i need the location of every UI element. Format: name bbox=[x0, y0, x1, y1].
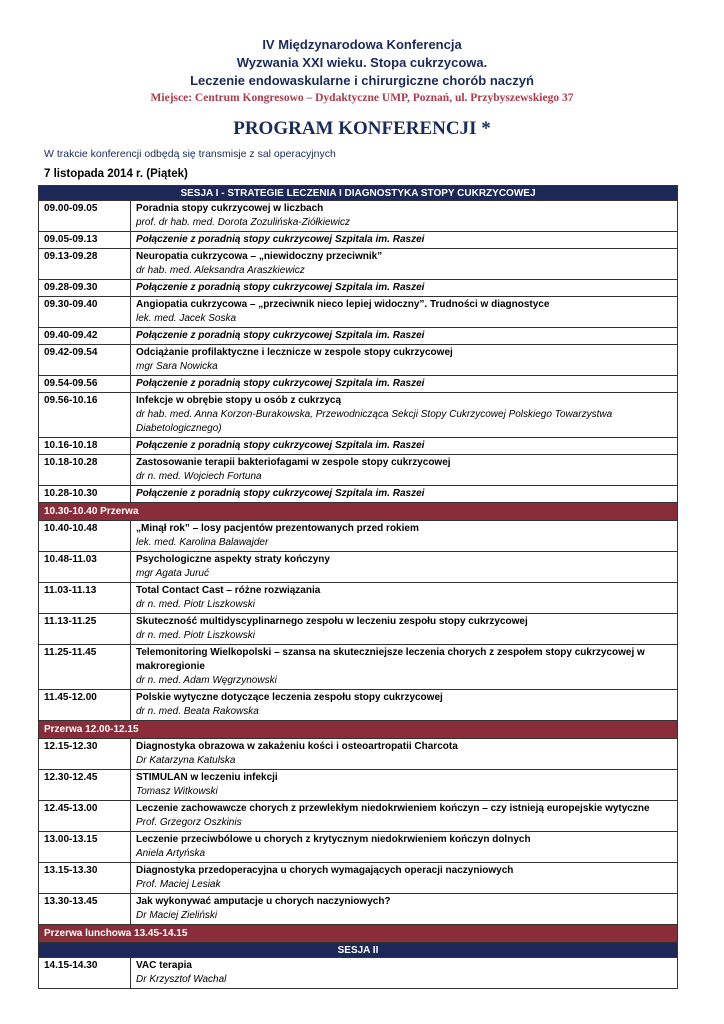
live-link-row bbox=[39, 328, 678, 345]
talk-title: Neuropatia cukrzycowa – „niewidoczny przeciwnik” bbox=[136, 251, 383, 262]
conference-header bbox=[0, 36, 724, 106]
session-label: SESJA II bbox=[39, 943, 678, 958]
time-cell: 10.18-10.28 bbox=[39, 455, 131, 486]
content-cell bbox=[131, 801, 678, 832]
time-cell: 09.40-09.42 bbox=[39, 328, 131, 345]
talk-title: Odciążanie profilaktyczne i lecznicze w zespole stopy cukrzycowej bbox=[136, 347, 453, 358]
content-cell bbox=[131, 201, 678, 232]
session-header-row bbox=[39, 186, 678, 201]
talk-title: Diagnostyka przedoperacyjna u chorych wymagających operacji naczyniowych bbox=[136, 865, 514, 876]
talk-row bbox=[39, 201, 678, 232]
talk-title: VAC terapia bbox=[136, 960, 192, 971]
time-cell: 12.30-12.45 bbox=[39, 770, 131, 801]
speaker-name: dr n. med. Piotr Liszkowski bbox=[136, 630, 255, 641]
time-cell: 14.15-14.30 bbox=[39, 958, 131, 989]
talk-row bbox=[39, 958, 678, 989]
talk-row bbox=[39, 645, 678, 690]
talk-row bbox=[39, 583, 678, 614]
break-label: 10.30-10.40 Przerwa bbox=[39, 503, 678, 521]
live-link-row bbox=[39, 376, 678, 393]
live-link-row bbox=[39, 486, 678, 503]
speaker-name: Dr Krzysztof Wachal bbox=[136, 974, 227, 985]
live-link-row bbox=[39, 438, 678, 455]
speaker-name: Dr Maciej Zieliński bbox=[136, 910, 218, 921]
time-cell: 09.56-10.16 bbox=[39, 393, 131, 438]
talk-row bbox=[39, 770, 678, 801]
speaker-name: dr n. med. Piotr Liszkowski bbox=[136, 599, 255, 610]
content-cell bbox=[131, 863, 678, 894]
speaker-name: Aniela Artyńska bbox=[136, 848, 206, 859]
talk-row bbox=[39, 832, 678, 863]
content-cell bbox=[131, 280, 678, 297]
speaker-name: mgr Agata Juruć bbox=[136, 568, 209, 579]
time-cell: 09.13-09.28 bbox=[39, 249, 131, 280]
transmission-note: W trakcie konferencji odbędą się transmisje z sal operacyjnych bbox=[44, 148, 336, 160]
content-cell bbox=[131, 645, 678, 690]
content-cell bbox=[131, 690, 678, 721]
live-link-title: Połączenie z poradnią stopy cukrzycowej Szpitala im. Raszei bbox=[136, 488, 425, 499]
content-cell bbox=[131, 770, 678, 801]
time-cell: 10.40-10.48 bbox=[39, 521, 131, 552]
talk-row bbox=[39, 801, 678, 832]
speaker-name: prof. dr hab. med. Dorota Zozulińska-Ziółkiewicz bbox=[136, 217, 350, 228]
time-cell: 13.00-13.15 bbox=[39, 832, 131, 863]
time-cell: 10.28-10.30 bbox=[39, 486, 131, 503]
session-header-row bbox=[39, 943, 678, 958]
content-cell bbox=[131, 438, 678, 455]
time-cell: 09.42-09.54 bbox=[39, 345, 131, 376]
talk-row bbox=[39, 614, 678, 645]
conference-venue: Miejsce: Centrum Kongresowo – Dydaktyczne UMP, Poznań, ul. Przybyszewskiego 37 bbox=[150, 92, 574, 104]
speaker-name: dr hab. med. Aleksandra Araszkiewicz bbox=[136, 265, 305, 276]
talk-title: STIMULAN w leczeniu infekcji bbox=[136, 772, 278, 783]
break-label: Przerwa lunchowa 13.45-14.15 bbox=[39, 925, 678, 943]
speaker-name: Prof. Grzegorz Oszkinis bbox=[136, 817, 242, 828]
talk-row bbox=[39, 393, 678, 438]
content-cell bbox=[131, 583, 678, 614]
live-link-row bbox=[39, 232, 678, 249]
time-cell: 13.30-13.45 bbox=[39, 894, 131, 925]
talk-title: Psychologiczne aspekty straty kończyny bbox=[136, 554, 330, 565]
content-cell bbox=[131, 832, 678, 863]
talk-title: Telemonitoring Wielkopolski – szansa na skuteczniejsze leczenia chorych z zespołem stopy cukrzycowej w makroregionie bbox=[136, 647, 645, 672]
time-cell: 13.15-13.30 bbox=[39, 863, 131, 894]
content-cell bbox=[131, 455, 678, 486]
content-cell bbox=[131, 739, 678, 770]
conference-title-line-3: Leczenie endowaskularne i chirurgiczne chorób naczyń bbox=[190, 73, 534, 88]
content-cell bbox=[131, 894, 678, 925]
program-table bbox=[38, 185, 678, 989]
time-cell: 11.45-12.00 bbox=[39, 690, 131, 721]
talk-row bbox=[39, 345, 678, 376]
time-cell: 11.13-11.25 bbox=[39, 614, 131, 645]
day-heading: 7 listopada 2014 r. (Piątek) bbox=[44, 168, 188, 180]
talk-title: Leczenie przeciwbólowe u chorych z krytycznym niedokrwieniem kończyn dolnych bbox=[136, 834, 531, 845]
content-cell bbox=[131, 328, 678, 345]
live-link-title: Połączenie z poradnią stopy cukrzycowej Szpitala im. Raszei bbox=[136, 440, 425, 451]
time-cell: 09.54-09.56 bbox=[39, 376, 131, 393]
speaker-name: dr hab. med. Anna Korzon-Burakowska, Przewodnicząca Sekcji Stopy Cukrzycowej Polskiego Towarzystwa Diabetologicznego) bbox=[136, 409, 613, 434]
content-cell bbox=[131, 249, 678, 280]
break-label: Przerwa 12.00-12.15 bbox=[39, 721, 678, 739]
content-cell bbox=[131, 552, 678, 583]
talk-title: Jak wykonywać amputacje u chorych naczyniowych? bbox=[136, 896, 391, 907]
content-cell bbox=[131, 958, 678, 989]
live-link-title: Połączenie z poradnią stopy cukrzycowej Szpitala im. Raszei bbox=[136, 330, 425, 341]
time-cell: 09.00-09.05 bbox=[39, 201, 131, 232]
talk-row bbox=[39, 521, 678, 552]
content-cell bbox=[131, 614, 678, 645]
talk-row bbox=[39, 739, 678, 770]
content-cell bbox=[131, 376, 678, 393]
time-cell: 11.03-11.13 bbox=[39, 583, 131, 614]
program-table-body bbox=[39, 186, 678, 989]
talk-title: Poradnia stopy cukrzycowej w liczbach bbox=[136, 203, 324, 214]
conference-title-line-2: Wyzwania XXI wieku. Stopa cukrzycowa. bbox=[236, 55, 488, 70]
time-cell: 12.15-12.30 bbox=[39, 739, 131, 770]
speaker-name: dr n. med. Wojciech Fortuna bbox=[136, 471, 262, 482]
talk-row bbox=[39, 690, 678, 721]
speaker-name: dr n. med. Adam Węgrzynowski bbox=[136, 675, 277, 686]
session-label: SESJA I - STRATEGIE LECZENIA I DIAGNOSTYKA STOPY CUKRZYCOWEJ bbox=[39, 186, 678, 201]
content-cell bbox=[131, 486, 678, 503]
speaker-name: Dr Katarzyna Katulska bbox=[136, 755, 236, 766]
content-cell bbox=[131, 297, 678, 328]
speaker-name: mgr Sara Nowicka bbox=[136, 361, 218, 372]
time-cell: 09.30-09.40 bbox=[39, 297, 131, 328]
content-cell bbox=[131, 232, 678, 249]
program-title: PROGRAM KONFERENCJI * bbox=[233, 118, 491, 139]
talk-title: Angiopatia cukrzycowa – „przeciwnik nieco lepiej widoczny”. Trudności w diagnostyce bbox=[136, 299, 550, 310]
talk-title: Total Contact Cast – różne rozwiązania bbox=[136, 585, 321, 596]
content-cell bbox=[131, 521, 678, 552]
break-row bbox=[39, 721, 678, 739]
talk-row bbox=[39, 894, 678, 925]
live-link-title: Połączenie z poradnią stopy cukrzycowej Szpitala im. Raszei bbox=[136, 282, 425, 293]
talk-row bbox=[39, 455, 678, 486]
talk-title: „Minął rok” – losy pacjentów prezentowanych przed rokiem bbox=[136, 523, 419, 534]
time-cell: 12.45-13.00 bbox=[39, 801, 131, 832]
talk-title: Skuteczność multidyscyplinarnego zespołu w leczeniu zespołu stopy cukrzycowej bbox=[136, 616, 528, 627]
talk-row bbox=[39, 249, 678, 280]
talk-title: Zastosowanie terapii bakteriofagami w zespole stopy cukrzycowej bbox=[136, 457, 451, 468]
time-cell: 10.48-11.03 bbox=[39, 552, 131, 583]
live-link-row bbox=[39, 280, 678, 297]
break-row bbox=[39, 503, 678, 521]
time-cell: 11.25-11.45 bbox=[39, 645, 131, 690]
live-link-title: Połączenie z poradnią stopy cukrzycowej Szpitala im. Raszei bbox=[136, 234, 425, 245]
content-cell bbox=[131, 393, 678, 438]
speaker-name: dr n. med. Beata Rakowska bbox=[136, 706, 259, 717]
talk-title: Polskie wytyczne dotyczące leczenia zespołu stopy cukrzycowej bbox=[136, 692, 443, 703]
speaker-name: lek. med. Jacek Soska bbox=[136, 313, 237, 324]
live-link-title: Połączenie z poradnią stopy cukrzycowej Szpitala im. Raszei bbox=[136, 378, 425, 389]
speaker-name: Tomasz Witkowski bbox=[136, 786, 218, 797]
talk-row bbox=[39, 863, 678, 894]
talk-title: Diagnostyka obrazowa w zakażeniu kości i osteoartropatii Charcota bbox=[136, 741, 458, 752]
talk-row bbox=[39, 297, 678, 328]
speaker-name: lek. med. Karolina Balawajder bbox=[136, 537, 269, 548]
conference-title-line-1: IV Międzynarodowa Konferencja bbox=[262, 37, 462, 52]
time-cell: 10.16-10.18 bbox=[39, 438, 131, 455]
content-cell bbox=[131, 345, 678, 376]
talk-title: Infekcje w obrębie stopy u osób z cukrzycą bbox=[136, 395, 342, 406]
talk-row bbox=[39, 552, 678, 583]
time-cell: 09.05-09.13 bbox=[39, 232, 131, 249]
time-cell: 09.28-09.30 bbox=[39, 280, 131, 297]
break-row bbox=[39, 925, 678, 943]
talk-title: Leczenie zachowawcze chorych z przewlekłym niedokrwieniem kończyn – czy istnieją europejskie wytyczne bbox=[136, 803, 650, 814]
speaker-name: Prof. Maciej Lesiak bbox=[136, 879, 221, 890]
